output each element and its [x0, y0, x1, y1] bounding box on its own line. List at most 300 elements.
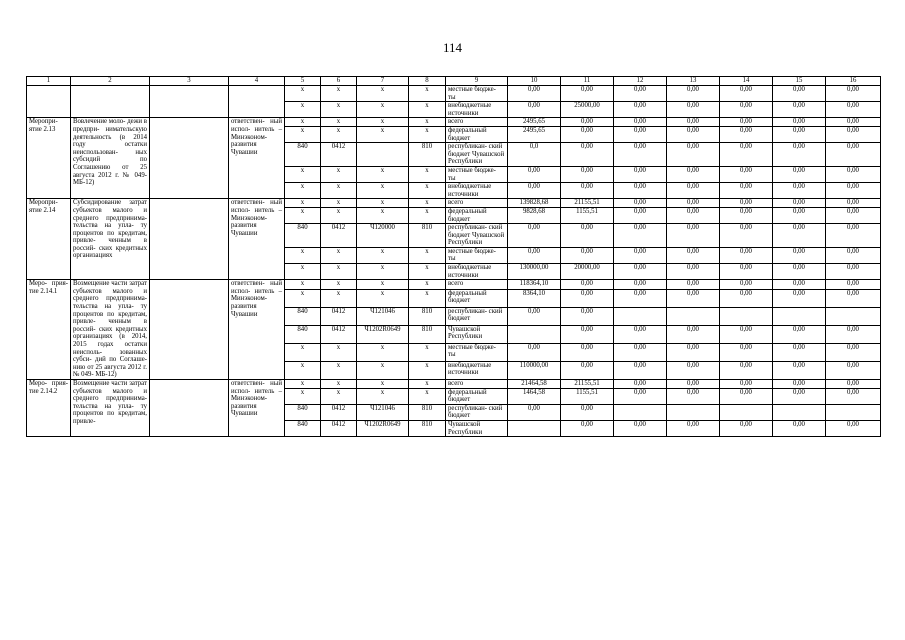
amount-cell: 0,00 [561, 118, 614, 127]
amount-cell: 0,00 [773, 264, 826, 280]
section-code-cell: 0412 [321, 143, 357, 167]
amount-cell: 0,00 [508, 307, 561, 325]
table-row [27, 199, 881, 208]
target-article-cell: x [357, 264, 409, 280]
expense-group-cell: 810 [409, 325, 446, 343]
amount-cell [826, 307, 881, 325]
event-number-cell: Меропри- ятие 2.13 [27, 118, 71, 199]
amount-cell: 0,00 [508, 86, 561, 102]
expense-group-cell: x [409, 199, 446, 208]
amount-cell: 0,00 [614, 118, 667, 127]
column-number: 11 [561, 77, 614, 86]
amount-cell: 130000,00 [508, 264, 561, 280]
funding-source-cell: республикан- ский бюджет [446, 307, 508, 325]
grbs-code-cell: x [285, 166, 321, 182]
amount-cell: 0,00 [826, 199, 881, 208]
amount-cell: 0,00 [561, 325, 614, 343]
funding-source-cell: федеральный бюджет [446, 289, 508, 307]
amount-cell: 0,00 [773, 102, 826, 118]
amount-cell: 0,00 [720, 289, 773, 307]
amount-cell: 0,00 [773, 379, 826, 388]
amount-cell: 0,00 [720, 143, 773, 167]
amount-cell: 0,00 [667, 183, 720, 199]
grbs-code-cell: 840 [285, 307, 321, 325]
event-name-cell [71, 86, 150, 118]
funding-source-cell: федеральный бюджет [446, 126, 508, 142]
expense-group-cell: x [409, 343, 446, 361]
target-article-cell: x [357, 207, 409, 223]
expense-group-cell: x [409, 126, 446, 142]
event-name-cell: Возмещение части затрат субъектов малого и среднего предпринима- тельства на упла- ту процентов по кредитам, привле- ченным в россий- ских кредитных организациях (в 2014, 2015 годах остатки неисполь- зованных субси- дий по Соглаше- нию от 25 августа 2012 г. № 049- МБ-12) [71, 280, 150, 380]
amount-cell: 0,00 [508, 224, 561, 248]
funding-source-cell: федеральный бюджет [446, 207, 508, 223]
amount-cell: 0,0 [508, 143, 561, 167]
amount-cell: 0,00 [614, 379, 667, 388]
amount-cell: 0,00 [773, 207, 826, 223]
amount-cell: 0,00 [667, 207, 720, 223]
column-number: 16 [826, 77, 881, 86]
amount-cell: 0,00 [614, 143, 667, 167]
amount-cell: 0,00 [826, 280, 881, 290]
amount-cell: 0,00 [667, 247, 720, 263]
header-row [27, 77, 881, 86]
amount-cell: 0,00 [773, 388, 826, 404]
amount-cell: 118364,10 [508, 280, 561, 290]
table-row [27, 86, 881, 102]
amount-cell: 0,00 [826, 289, 881, 307]
column-number: 13 [667, 77, 720, 86]
amount-cell: 0,00 [614, 280, 667, 290]
target-article-cell: Ч120000 [357, 224, 409, 248]
expense-group-cell: x [409, 247, 446, 263]
amount-cell: 0,00 [561, 343, 614, 361]
amount-cell: 0,00 [773, 280, 826, 290]
amount-cell: 0,00 [773, 420, 826, 436]
amount-cell: 0,00 [773, 343, 826, 361]
column-number: 12 [614, 77, 667, 86]
amount-cell: 0,00 [614, 126, 667, 142]
grbs-code-cell: x [285, 199, 321, 208]
expense-group-cell: x [409, 183, 446, 199]
amount-cell: 0,00 [614, 207, 667, 223]
target-article-cell [357, 143, 409, 167]
expense-group-cell: 810 [409, 404, 446, 420]
section-code-cell: x [321, 199, 357, 208]
column-number: 3 [150, 77, 229, 86]
amount-cell: 0,00 [826, 361, 881, 379]
amount-cell: 0,00 [561, 404, 614, 420]
amount-cell: 0,00 [614, 289, 667, 307]
expense-group-cell: x [409, 264, 446, 280]
funding-source-cell: федеральный бюджет [446, 388, 508, 404]
grbs-code-cell: x [285, 361, 321, 379]
amount-cell: 0,00 [561, 420, 614, 436]
section-code-cell: x [321, 388, 357, 404]
section-code-cell: 0412 [321, 420, 357, 436]
amount-cell: 21155,51 [561, 379, 614, 388]
funding-source-cell: республикан- ский бюджет Чувашской Республики [446, 224, 508, 248]
amount-cell: 0,00 [773, 183, 826, 199]
amount-cell: 0,00 [720, 420, 773, 436]
funding-source-cell: местные бюдже- ты [446, 166, 508, 182]
amount-cell: 0,00 [773, 126, 826, 142]
amount-cell: 0,00 [561, 289, 614, 307]
grbs-code-cell: x [285, 379, 321, 388]
target-article-cell: x [357, 86, 409, 102]
amount-cell: 0,00 [561, 143, 614, 167]
responsible-cell: ответствен- ный испол- нитель – Минэконом- развития Чувашии [229, 379, 285, 436]
amount-cell: 0,00 [561, 361, 614, 379]
amount-cell: 0,00 [667, 224, 720, 248]
amount-cell: 0,00 [773, 199, 826, 208]
column-number: 5 [285, 77, 321, 86]
amount-cell: 0,00 [667, 118, 720, 127]
amount-cell [614, 404, 667, 420]
amount-cell: 0,00 [826, 264, 881, 280]
amount-cell: 0,00 [720, 183, 773, 199]
amount-cell: 0,00 [826, 207, 881, 223]
column-number: 4 [229, 77, 285, 86]
amount-cell: 110000,00 [508, 361, 561, 379]
expense-group-cell: x [409, 166, 446, 182]
budget-table [26, 76, 881, 437]
program-cell [150, 118, 229, 199]
section-code-cell: x [321, 183, 357, 199]
amount-cell: 0,00 [667, 289, 720, 307]
amount-cell: 0,00 [826, 126, 881, 142]
funding-source-cell: местные бюдже- ты [446, 247, 508, 263]
amount-cell: 0,00 [720, 118, 773, 127]
responsible-cell [229, 86, 285, 118]
event-number-cell [27, 86, 71, 118]
amount-cell: 0,00 [667, 143, 720, 167]
target-article-cell: x [357, 280, 409, 290]
column-number: 15 [773, 77, 826, 86]
amount-cell: 0,00 [720, 325, 773, 343]
amount-cell: 0,00 [826, 86, 881, 102]
amount-cell: 0,00 [826, 343, 881, 361]
grbs-code-cell: x [285, 247, 321, 263]
section-code-cell: 0412 [321, 325, 357, 343]
funding-source-cell: внебюджетные источники [446, 361, 508, 379]
expense-group-cell: x [409, 388, 446, 404]
grbs-code-cell: x [285, 343, 321, 361]
amount-cell: 0,00 [667, 420, 720, 436]
program-cell [150, 280, 229, 380]
funding-source-cell: республикан- ский бюджет [446, 404, 508, 420]
amount-cell: 0,00 [720, 247, 773, 263]
amount-cell: 0,00 [720, 264, 773, 280]
amount-cell: 0,00 [773, 289, 826, 307]
target-article-cell: x [357, 126, 409, 142]
amount-cell: 0,00 [667, 361, 720, 379]
amount-cell: 1155,51 [561, 388, 614, 404]
funding-source-cell: всего [446, 379, 508, 388]
table-row [27, 118, 881, 127]
amount-cell: 0,00 [773, 86, 826, 102]
expense-group-cell: x [409, 289, 446, 307]
target-article-cell: x [357, 388, 409, 404]
amount-cell: 0,00 [826, 224, 881, 248]
amount-cell: 0,00 [614, 361, 667, 379]
amount-cell: 0,00 [667, 343, 720, 361]
target-article-cell: x [357, 118, 409, 127]
amount-cell [826, 404, 881, 420]
expense-group-cell: 810 [409, 224, 446, 248]
column-number: 1 [27, 77, 71, 86]
amount-cell: 2495,65 [508, 126, 561, 142]
amount-cell: 0,00 [720, 199, 773, 208]
section-code-cell: x [321, 289, 357, 307]
amount-cell: 0,00 [614, 199, 667, 208]
column-number: 7 [357, 77, 409, 86]
target-article-cell: Ч1202R0649 [357, 420, 409, 436]
amount-cell: 8364,10 [508, 289, 561, 307]
section-code-cell: 0412 [321, 404, 357, 420]
grbs-code-cell: 840 [285, 143, 321, 167]
section-code-cell: x [321, 207, 357, 223]
grbs-code-cell: 840 [285, 224, 321, 248]
event-number-cell: Меро- прия- тие 2.14.1 [27, 280, 71, 380]
amount-cell: 0,00 [561, 183, 614, 199]
amount-cell: 0,00 [614, 166, 667, 182]
amount-cell: 2495,65 [508, 118, 561, 127]
amount-cell: 1464,58 [508, 388, 561, 404]
amount-cell: 0,00 [667, 102, 720, 118]
expense-group-cell: 810 [409, 307, 446, 325]
funding-source-cell: внебюджетные источники [446, 264, 508, 280]
event-name-cell: Субсидирование затрат субъектов малого и среднего предпринима- тельства на упла- ту процентов по кредитам, привле- ченным в россий- ских кредитных организациях [71, 199, 150, 280]
amount-cell: 0,00 [667, 280, 720, 290]
funding-source-cell: Чувашской Республики [446, 420, 508, 436]
target-article-cell: x [357, 199, 409, 208]
expense-group-cell: x [409, 118, 446, 127]
section-code-cell: x [321, 280, 357, 290]
column-number: 10 [508, 77, 561, 86]
amount-cell [773, 307, 826, 325]
grbs-code-cell: x [285, 264, 321, 280]
amount-cell: 0,00 [561, 126, 614, 142]
amount-cell: 0,00 [826, 420, 881, 436]
section-code-cell: x [321, 379, 357, 388]
funding-source-cell: местные бюдже- ты [446, 86, 508, 102]
column-number: 6 [321, 77, 357, 86]
amount-cell: 0,00 [720, 379, 773, 388]
amount-cell: 0,00 [826, 247, 881, 263]
amount-cell [508, 325, 561, 343]
amount-cell: 0,00 [773, 247, 826, 263]
amount-cell: 0,00 [614, 325, 667, 343]
amount-cell: 139828,68 [508, 199, 561, 208]
amount-cell [508, 420, 561, 436]
amount-cell: 0,00 [614, 224, 667, 248]
grbs-code-cell: x [285, 207, 321, 223]
grbs-code-cell: x [285, 126, 321, 142]
section-code-cell: x [321, 166, 357, 182]
amount-cell: 0,00 [720, 102, 773, 118]
amount-cell: 0,00 [720, 86, 773, 102]
amount-cell: 0,00 [561, 166, 614, 182]
expense-group-cell: x [409, 102, 446, 118]
amount-cell: 0,00 [561, 307, 614, 325]
section-code-cell: x [321, 86, 357, 102]
responsible-cell: ответствен- ный испол- нитель – Минэконом- развития Чувашии [229, 118, 285, 199]
amount-cell: 0,00 [720, 343, 773, 361]
amount-cell: 0,00 [667, 388, 720, 404]
amount-cell [720, 404, 773, 420]
responsible-cell: ответствен- ный испол- нитель – Минэконом- развития Чувашии [229, 199, 285, 280]
funding-source-cell: местные бюдже- ты [446, 343, 508, 361]
amount-cell: 0,00 [826, 118, 881, 127]
event-number-cell: Меропри- ятие 2.14 [27, 199, 71, 280]
amount-cell: 0,00 [508, 343, 561, 361]
grbs-code-cell: x [285, 118, 321, 127]
section-code-cell: x [321, 247, 357, 263]
amount-cell: 0,00 [773, 325, 826, 343]
amount-cell: 1155,51 [561, 207, 614, 223]
expense-group-cell: x [409, 361, 446, 379]
amount-cell [614, 307, 667, 325]
amount-cell: 0,00 [667, 379, 720, 388]
amount-cell: 0,00 [773, 166, 826, 182]
event-number-cell: Меро- прия- тие 2.14.2 [27, 379, 71, 436]
target-article-cell: x [357, 361, 409, 379]
amount-cell: 0,00 [561, 86, 614, 102]
expense-group-cell: x [409, 207, 446, 223]
page-number: 114 [442, 40, 463, 55]
amount-cell: 0,00 [720, 166, 773, 182]
amount-cell: 9828,68 [508, 207, 561, 223]
amount-cell: 0,00 [826, 388, 881, 404]
amount-cell: 0,00 [773, 118, 826, 127]
target-article-cell: x [357, 166, 409, 182]
amount-cell: 0,00 [826, 325, 881, 343]
amount-cell: 21464,58 [508, 379, 561, 388]
amount-cell: 25000,00 [561, 102, 614, 118]
amount-cell [667, 404, 720, 420]
section-code-cell: x [321, 343, 357, 361]
amount-cell: 0,00 [720, 224, 773, 248]
expense-group-cell: 810 [409, 143, 446, 167]
amount-cell: 0,00 [826, 143, 881, 167]
amount-cell: 0,00 [508, 247, 561, 263]
column-number: 2 [71, 77, 150, 86]
grbs-code-cell: x [285, 289, 321, 307]
expense-group-cell: x [409, 86, 446, 102]
amount-cell: 0,00 [614, 86, 667, 102]
amount-cell: 0,00 [614, 420, 667, 436]
amount-cell: 0,00 [773, 361, 826, 379]
amount-cell: 0,00 [667, 86, 720, 102]
target-article-cell: x [357, 289, 409, 307]
amount-cell [773, 404, 826, 420]
target-article-cell: Ч1202R0649 [357, 325, 409, 343]
amount-cell: 0,00 [720, 126, 773, 142]
amount-cell: 0,00 [614, 102, 667, 118]
grbs-code-cell: 840 [285, 325, 321, 343]
amount-cell: 0,00 [667, 166, 720, 182]
target-article-cell: x [357, 183, 409, 199]
amount-cell: 0,00 [508, 102, 561, 118]
section-code-cell: x [321, 118, 357, 127]
target-article-cell: Ч121046 [357, 404, 409, 420]
section-code-cell: x [321, 102, 357, 118]
section-code-cell: 0412 [321, 307, 357, 325]
funding-source-cell: республикан- ский бюджет Чувашской Республики [446, 143, 508, 167]
column-number: 8 [409, 77, 446, 86]
amount-cell: 0,00 [561, 280, 614, 290]
responsible-cell: ответствен- ный испол- нитель – Минэконом- развития Чувашии [229, 280, 285, 380]
amount-cell: 0,00 [614, 343, 667, 361]
funding-source-cell: всего [446, 118, 508, 127]
grbs-code-cell: x [285, 183, 321, 199]
grbs-code-cell: x [285, 102, 321, 118]
section-code-cell: x [321, 264, 357, 280]
column-number: 9 [446, 77, 508, 86]
amount-cell: 20000,00 [561, 264, 614, 280]
target-article-cell: x [357, 343, 409, 361]
amount-cell: 0,00 [773, 224, 826, 248]
amount-cell: 0,00 [667, 325, 720, 343]
amount-cell: 0,00 [667, 199, 720, 208]
target-article-cell: x [357, 102, 409, 118]
amount-cell: 0,00 [720, 207, 773, 223]
section-code-cell: 0412 [321, 224, 357, 248]
amount-cell [720, 307, 773, 325]
funding-source-cell: всего [446, 280, 508, 290]
event-name-cell: Возмещение части затрат субъектов малого и среднего предпринима- тельства на упла- ту процентов по кредитам, привле- [71, 379, 150, 436]
program-cell [150, 199, 229, 280]
amount-cell: 0,00 [826, 102, 881, 118]
funding-source-cell: внебюджетные источники [446, 102, 508, 118]
amount-cell: 0,00 [720, 361, 773, 379]
grbs-code-cell: x [285, 388, 321, 404]
column-number: 14 [720, 77, 773, 86]
grbs-code-cell: 840 [285, 420, 321, 436]
grbs-code-cell: 840 [285, 404, 321, 420]
amount-cell [667, 307, 720, 325]
program-cell [150, 86, 229, 118]
amount-cell: 0,00 [508, 183, 561, 199]
target-article-cell: x [357, 247, 409, 263]
amount-cell: 0,00 [614, 388, 667, 404]
target-article-cell: Ч121046 [357, 307, 409, 325]
amount-cell: 0,00 [773, 143, 826, 167]
event-name-cell: Вовлечение моло- дежи в предпри- нимательскую деятельность (в 2014 году остатки неиспользован- ных субсидий по Соглашению от 25 августа 2012 г. № 049-МБ-12) [71, 118, 150, 199]
expense-group-cell: 810 [409, 420, 446, 436]
section-code-cell: x [321, 126, 357, 142]
amount-cell: 0,00 [667, 126, 720, 142]
amount-cell: 0,00 [614, 183, 667, 199]
funding-source-cell: Чувашской Республики [446, 325, 508, 343]
funding-source-cell: всего [446, 199, 508, 208]
amount-cell: 0,00 [720, 280, 773, 290]
target-article-cell: x [357, 379, 409, 388]
grbs-code-cell: x [285, 280, 321, 290]
funding-source-cell: внебюджетные источники [446, 183, 508, 199]
amount-cell: 0,00 [667, 264, 720, 280]
amount-cell: 0,00 [826, 166, 881, 182]
amount-cell: 21155,51 [561, 199, 614, 208]
expense-group-cell: x [409, 280, 446, 290]
amount-cell: 0,00 [614, 264, 667, 280]
program-cell [150, 379, 229, 436]
amount-cell: 0,00 [720, 388, 773, 404]
amount-cell: 0,00 [826, 183, 881, 199]
expense-group-cell: x [409, 379, 446, 388]
amount-cell: 0,00 [561, 247, 614, 263]
table-row [27, 280, 881, 290]
